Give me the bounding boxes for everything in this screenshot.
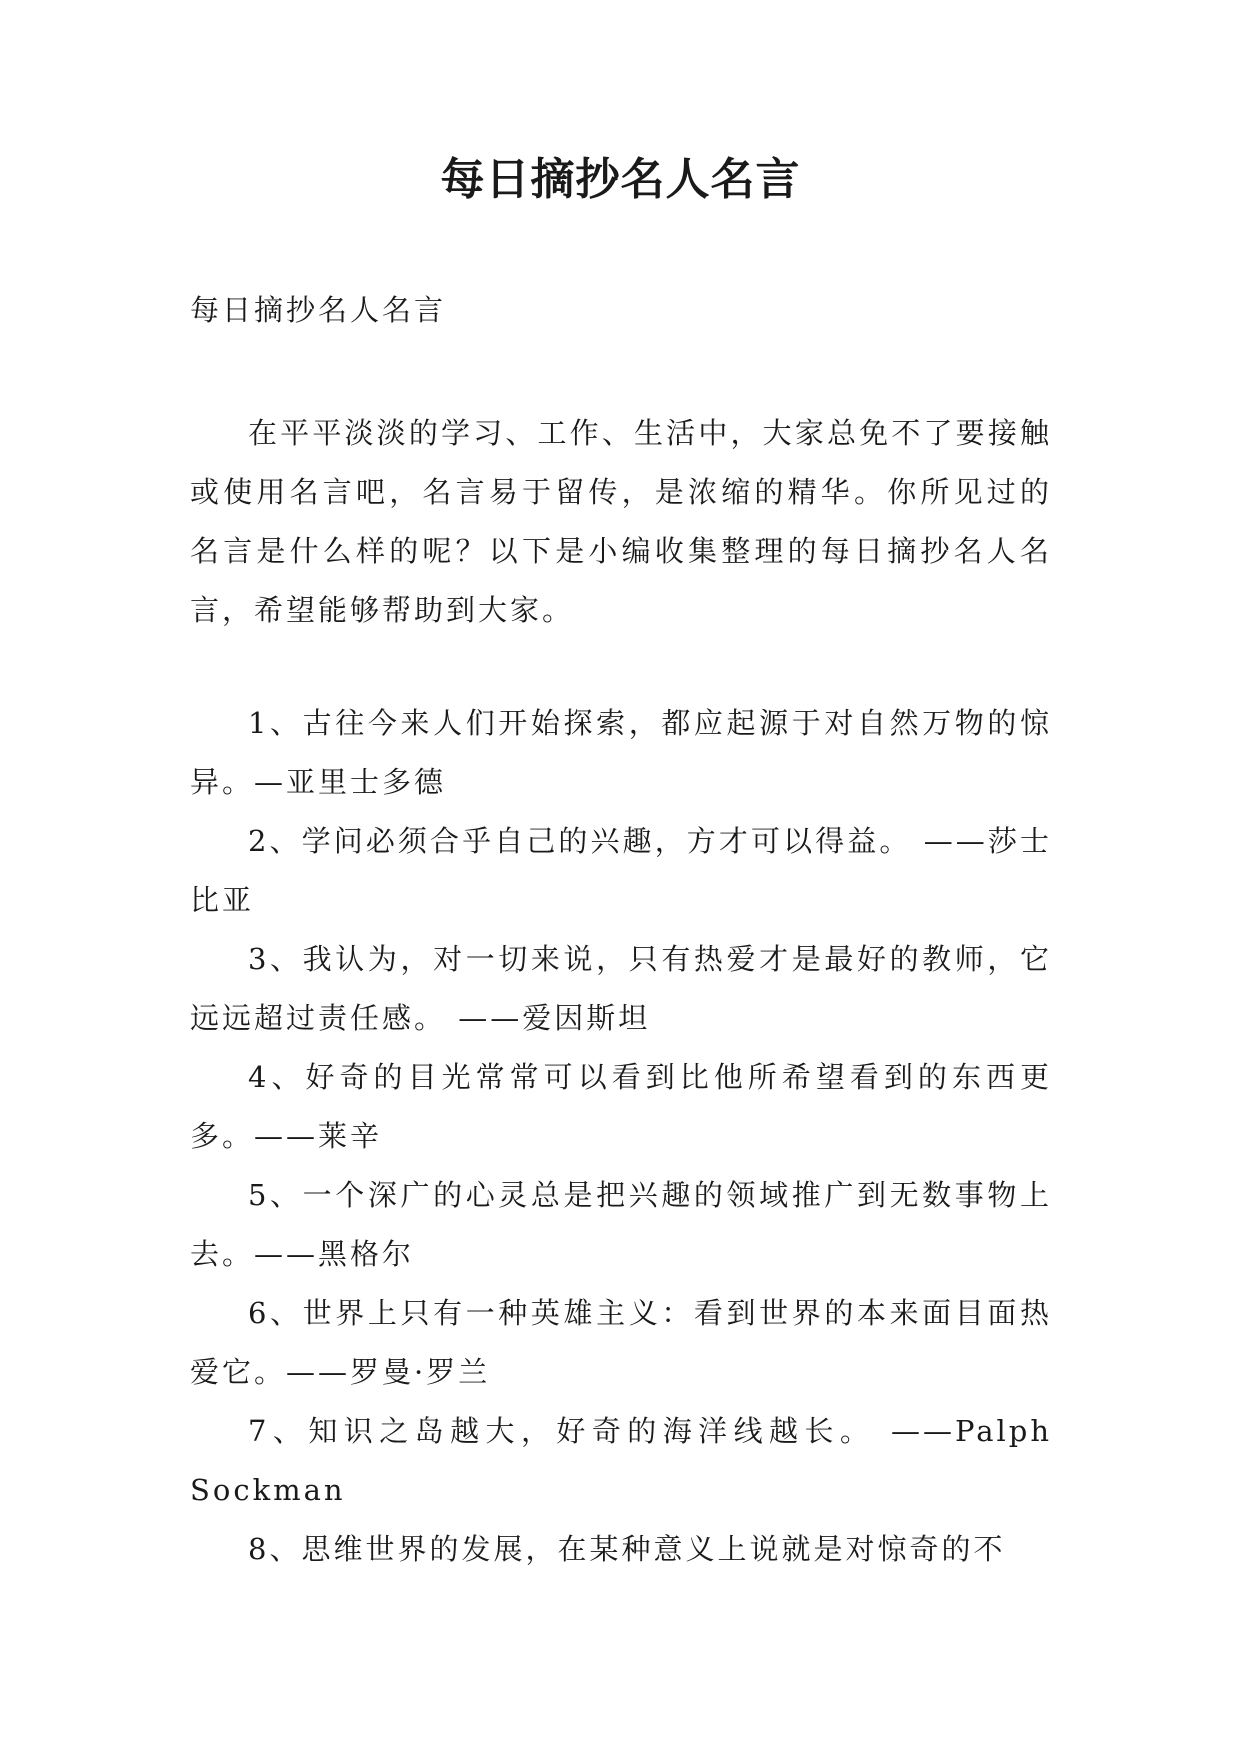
quote-item-4: 4、好奇的目光常常可以看到比他所希望看到的东西更多。——莱辛 bbox=[190, 1060, 1052, 1153]
quote-item-6: 6、世界上只有一种英雄主义：看到世界的本来面目面热爱它。——罗曼·罗兰 bbox=[190, 1296, 1052, 1389]
quote-item-2: 2、学问必须合乎自己的兴趣，方才可以得益。 ——莎士比亚 bbox=[190, 824, 1052, 917]
document-title: 每日摘抄名人名言 bbox=[440, 154, 801, 205]
quote-item-3: 3、我认为，对一切来说，只有热爱才是最好的教师，它远远超过责任感。 ——爱因斯坦 bbox=[190, 942, 1052, 1035]
quote-item-8: 8、思维世界的发展，在某种意义上说就是对惊奇的不 bbox=[248, 1532, 1006, 1566]
quote-list bbox=[190, 694, 1052, 1579]
quote-item-1: 1、古往今来人们开始探索，都应起源于对自然万物的惊异。—亚里士多德 bbox=[190, 706, 1052, 799]
quote-item-5: 5、一个深广的心灵总是把兴趣的领域推广到无数事物上去。——黑格尔 bbox=[190, 1178, 1052, 1271]
intro-paragraph: 在平平淡淡的学习、工作、生活中，大家总免不了要接触或使用名言吧，名言易于留传，是浓缩的精华。你所见过的名言是什么样的呢？以下是小编收集整理的每日摘抄名人名言，希望能够帮助到大家。 bbox=[190, 416, 1052, 627]
quote-item-7: 7、知识之岛越大，好奇的海洋线越长。 ——Palph Sockman bbox=[190, 1414, 1052, 1507]
document-subtitle: 每日摘抄名人名言 bbox=[190, 293, 447, 327]
